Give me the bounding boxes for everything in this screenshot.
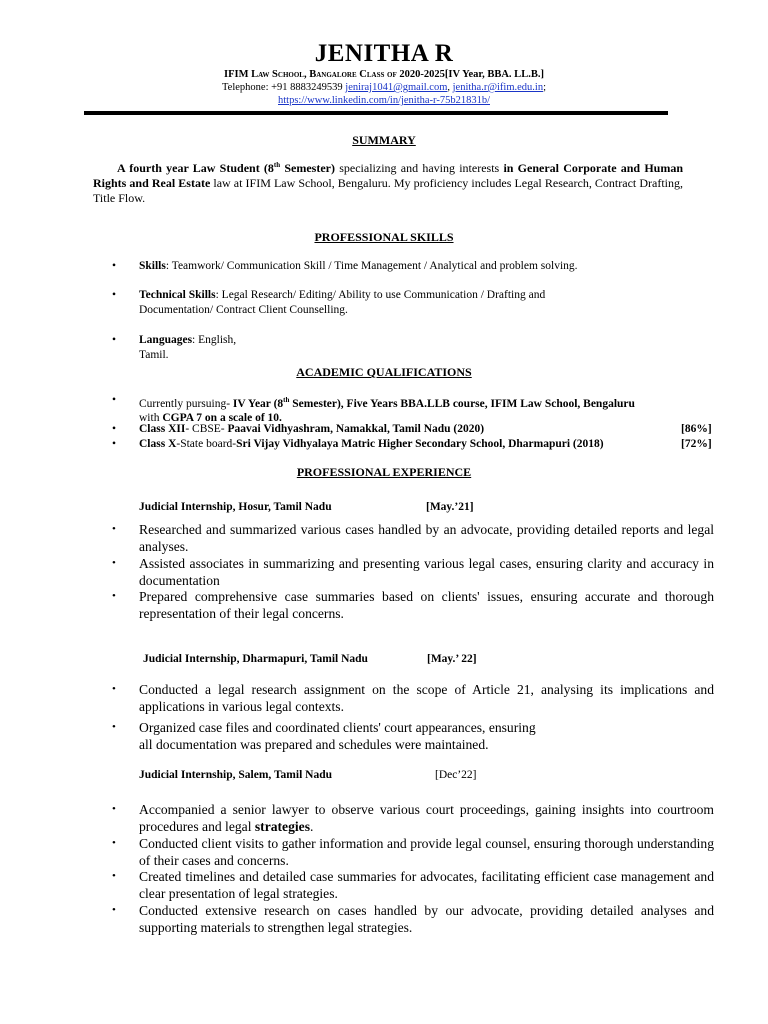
year-degree: [IV Year, BBA. LL.B.] bbox=[444, 69, 544, 80]
qual-bold: Sri Vijay Vidhyalaya Matric Higher Secondary School, Dharmapuri (2018) bbox=[236, 438, 604, 450]
qual-text: with bbox=[139, 412, 163, 425]
academics-heading: ACADEMIC QUALIFICATIONS bbox=[296, 365, 472, 379]
email-link-2[interactable]: jenitha.r@ifim.edu.in bbox=[452, 82, 544, 93]
bullet-line-1: Organized case files and coordinated clients' court appearances, ensuring bbox=[139, 720, 536, 735]
bullet-text-bold: strategies bbox=[254, 819, 310, 834]
bullet-text: Conducted extensive research on cases handled by our advocate, providing detailed analyses and supporting materials to strengthen legal strategies. bbox=[139, 903, 714, 935]
bullet-text: Conducted a legal research assignment on the scope of Article 21, analysing its implications and applications in various legal contexts. bbox=[139, 682, 714, 714]
bullet-text: Created timelines and detailed case summaries for advocates, facilitating efficient case management and clear presentation of legal strategies. bbox=[139, 869, 714, 901]
qual-bold: Paavai Vidhyashram, Namakkal, Tamil Nadu (2020) bbox=[227, 423, 485, 435]
summary-part-1: A fourth year Law Student (8 bbox=[117, 161, 274, 175]
bullet-icon: • bbox=[112, 523, 116, 535]
skill-text-2: Documentation/ Contract Client Counselling. bbox=[139, 303, 348, 316]
summary-part-4: in General Corporate and Human Rights and Real Estate bbox=[93, 161, 684, 190]
bullet-icon: • bbox=[112, 590, 116, 602]
summary-part-3: specializing and having interests bbox=[335, 161, 504, 175]
bullet-icon: • bbox=[112, 260, 117, 272]
internship-date: [May.’ 22] bbox=[427, 653, 477, 665]
header-divider bbox=[84, 111, 668, 115]
linkedin-link[interactable]: https://www.linkedin.com/in/jenitha-r-75b21831b/ bbox=[278, 95, 490, 106]
telephone: Telephone: +91 8883249539 bbox=[221, 82, 346, 93]
bullet-icon: • bbox=[112, 423, 117, 435]
bullet-text-part: Accompanied a senior lawyer to observe various court proceedings, gaining insights into courtroom procedures and legal bbox=[139, 802, 714, 834]
bullet-icon: • bbox=[112, 837, 116, 849]
bullet-icon: • bbox=[112, 803, 116, 815]
bullet-text: Conducted client visits to gather information and provide legal counsel, ensuring thorough understanding of their cases and concerns. bbox=[139, 836, 714, 868]
qual-text: - CBSE- bbox=[185, 423, 228, 435]
skill-label: Skills bbox=[139, 260, 166, 272]
qual-text: -State board- bbox=[176, 438, 237, 450]
bullet-icon: • bbox=[112, 334, 117, 346]
skill-text-2: Tamil. bbox=[139, 348, 169, 361]
internship-date: [Dec’22] bbox=[435, 769, 477, 781]
qual-percentage: [86%] bbox=[681, 423, 712, 435]
summary-part-5: law at IFIM Law School, Bengaluru. My proficiency includes Legal Research, Contract Drafting, Title Flow. bbox=[93, 176, 683, 205]
internship-date: [May.’21] bbox=[426, 501, 474, 513]
summary-heading: SUMMARY bbox=[352, 133, 416, 147]
internship-title: Judicial Internship, Dharmapuri, Tamil Nadu bbox=[143, 653, 368, 665]
school-name: IFIM Law School, Bangalore Class of 2020-2025 bbox=[224, 69, 445, 80]
bullet-icon: • bbox=[112, 721, 116, 733]
bullet-text: Prepared comprehensive case summaries based on clients' issues, ensuring accurate and thorough representation of their legal concerns. bbox=[139, 589, 714, 621]
qual-text: Currently pursuing- bbox=[139, 397, 233, 410]
qual-bold: Semester), Five Years BBA.LLB course, IFIM Law School, Bengaluru bbox=[289, 397, 635, 410]
qual-sup: th bbox=[283, 396, 290, 404]
bullet-line-2: all documentation was prepared and schedules were maintained. bbox=[139, 737, 489, 752]
contact-line bbox=[0, 82, 768, 93]
bullet-text: Researched and summarized various cases handled by an advocate, providing detailed reports and legal analyses. bbox=[139, 522, 714, 554]
email-end: ; bbox=[543, 82, 547, 93]
bullet-icon: • bbox=[112, 683, 116, 695]
skill-text: : English, bbox=[192, 334, 237, 346]
email-separator: , bbox=[447, 82, 453, 93]
internship-title: Judicial Internship, Hosur, Tamil Nadu bbox=[139, 501, 332, 513]
summary-part-2: Semester) bbox=[280, 161, 336, 175]
linkedin-line bbox=[0, 95, 768, 106]
bullet-icon: • bbox=[112, 438, 117, 450]
skills-heading: PROFESSIONAL SKILLS bbox=[314, 230, 454, 244]
summary-sup: th bbox=[273, 161, 281, 169]
school-line bbox=[0, 69, 768, 80]
qual-bold: Class X bbox=[139, 438, 177, 450]
internship-title: Judicial Internship, Salem, Tamil Nadu bbox=[139, 769, 332, 781]
bullet-icon: • bbox=[112, 870, 116, 882]
qual-bold: Class XII bbox=[139, 423, 186, 435]
experience-heading: PROFESSIONAL EXPERIENCE bbox=[296, 465, 472, 479]
qual-bold: CGPA 7 on a scale of 10. bbox=[162, 412, 282, 425]
skill-text: : Teamwork/ Communication Skill / Time Management / Analytical and problem solving. bbox=[165, 260, 578, 272]
candidate-name: JENITHA R bbox=[314, 40, 454, 67]
bullet-icon: • bbox=[112, 557, 116, 569]
qual-bold: IV Year (8 bbox=[232, 397, 284, 410]
email-link-1[interactable]: jeniraj1041@gmail.com bbox=[345, 82, 448, 93]
skill-text: : Legal Research/ Editing/ Ability to use Communication / Drafting and bbox=[215, 289, 546, 301]
bullet-icon: • bbox=[112, 904, 116, 916]
bullet-icon: • bbox=[112, 394, 117, 406]
qual-percentage: [72%] bbox=[681, 438, 712, 450]
bullet-text-part: . bbox=[309, 819, 314, 834]
bullet-text bbox=[139, 719, 714, 753]
bullet-icon: • bbox=[112, 289, 117, 301]
bullet-text: Assisted associates in summarizing and presenting various legal cases, ensuring clarity and accuracy in documentation bbox=[139, 556, 714, 588]
skill-label: Languages bbox=[139, 334, 193, 346]
bullet-text bbox=[139, 801, 714, 835]
skill-label: Technical Skills bbox=[139, 289, 216, 301]
summary-text bbox=[93, 158, 683, 206]
